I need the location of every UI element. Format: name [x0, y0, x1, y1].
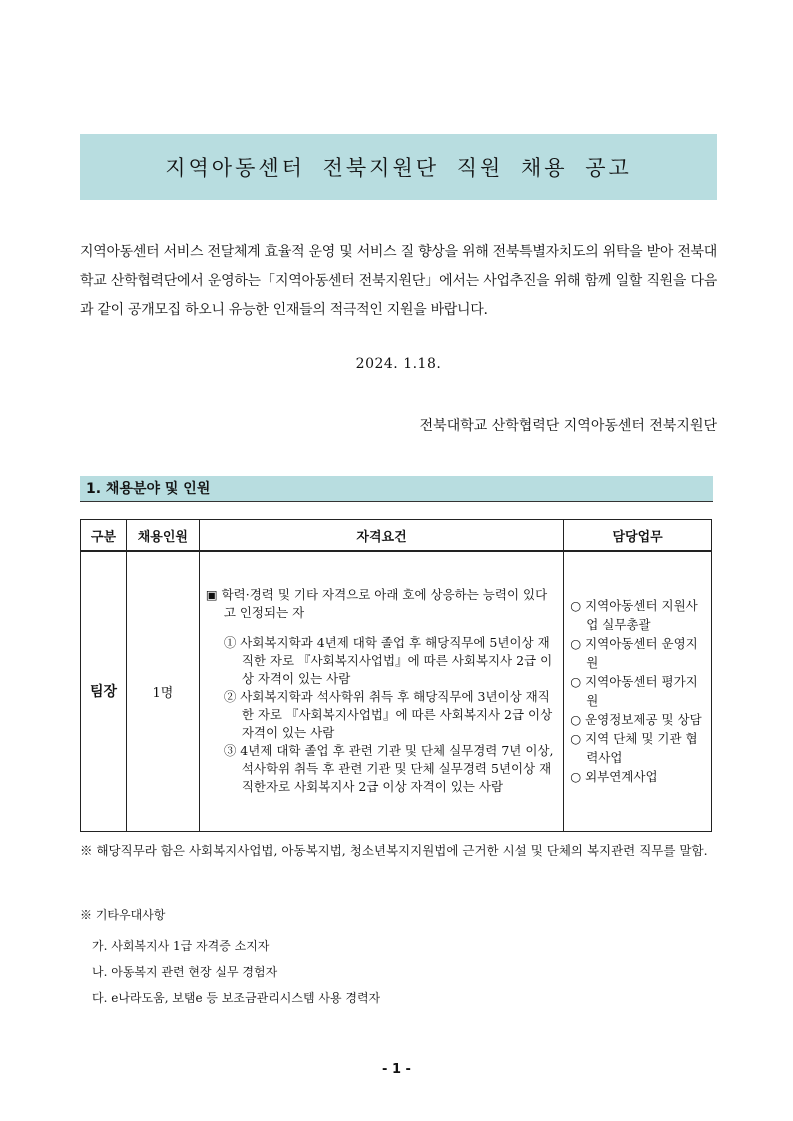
recruitment-table: [80, 519, 712, 832]
announcement-date: 2024. 1.18.: [355, 356, 442, 372]
duty-item: ○ 지역 단체 및 기관 협력사업: [570, 731, 698, 766]
qualification-item: ② 사회복지학과 석사학위 취득 후 해당직무에 3년이상 재직한 자로 『사회복지사업법』에 따른 사회복지사 2급 이상 자격이 있는 사람: [223, 689, 553, 741]
cell-duties: [564, 551, 712, 831]
preferred-item: 나. 아동복지 관련 현장 실무 경험자: [92, 965, 278, 979]
page-number: - 1 -: [382, 1062, 411, 1077]
duty-item: ○ 지역아동센터 운영지원: [570, 636, 698, 671]
cell-category: 팀장: [81, 551, 127, 831]
intro-paragraph: 지역아동센터 서비스 전달체계 효율적 운영 및 서비스 질 향상을 위해 전북특별자치도의 위탁을 받아 전북대학교 산학협력단에서 운영하는「지역아동센터 전북지원단」에서는 사업추진을 위해 함께 일할 직원을 다음과 같이 공개모집 하오니 유능한 인재들의 적극적인 지원을 바랍니다.: [80, 244, 717, 318]
header-category: 구분: [81, 520, 127, 552]
preferred-qualifications-title: ※ 기타우대사항: [80, 908, 166, 922]
preferred-item: 다. e나라도움, 보탬e 등 보조금관리시스템 사용 경력자: [92, 991, 381, 1005]
qualification-item: ③ 4년제 대학 졸업 후 관련 기관 및 단체 실무경력 7년 이상, 석사학위 취득 후 관련 기관 및 단체 실무경력 5년이상 재직한자로 사회복지사 2급 이상 자격이 있는 사람: [223, 743, 554, 795]
cell-headcount: 1명: [126, 551, 199, 831]
duty-item: ○ 외부연계사업: [570, 769, 658, 785]
duty-item: ○ 지역아동센터 평가지원: [570, 674, 698, 709]
page-title: 지역아동센터 전북지원단 직원 채용 공고: [80, 134, 717, 200]
header-headcount: 채용인원: [126, 520, 199, 552]
preferred-item: 가. 사회복지사 1급 자격증 소지자: [92, 939, 270, 953]
header-duties: 담당업무: [564, 520, 712, 552]
section-title-recruitment: 1. 채용분야 및 인원: [80, 476, 713, 502]
cell-qualifications: [199, 551, 563, 831]
qualification-heading: ▣ 학력·경력 및 기타 자격으로 아래 호에 상응하는 능력이 있다고 인정되는 자: [205, 587, 548, 621]
header-qualifications: 자격요건: [199, 520, 563, 552]
preferred-qualifications-list: [92, 933, 380, 1011]
duty-definition-note: ※ 해당직무라 함은 사회복지사업법, 아동복지법, 청소년복지지원법에 근거한 시설 및 단체의 복지관련 직무를 말함.: [80, 843, 708, 858]
duty-item: ○ 운영정보제공 및 상담: [570, 712, 702, 728]
qualification-item: ① 사회복지학과 4년제 대학 졸업 후 해당직무에 5년이상 재직한 자로 『사회복지사업법』에 따른 사회복지사 2급 이상 자격이 있는 사람: [223, 635, 553, 687]
organization-name: 전북대학교 산학협력단 지역아동센터 전북지원단: [419, 418, 717, 434]
duty-item: ○ 지역아동센터 지원사업 실무총괄: [570, 598, 698, 633]
